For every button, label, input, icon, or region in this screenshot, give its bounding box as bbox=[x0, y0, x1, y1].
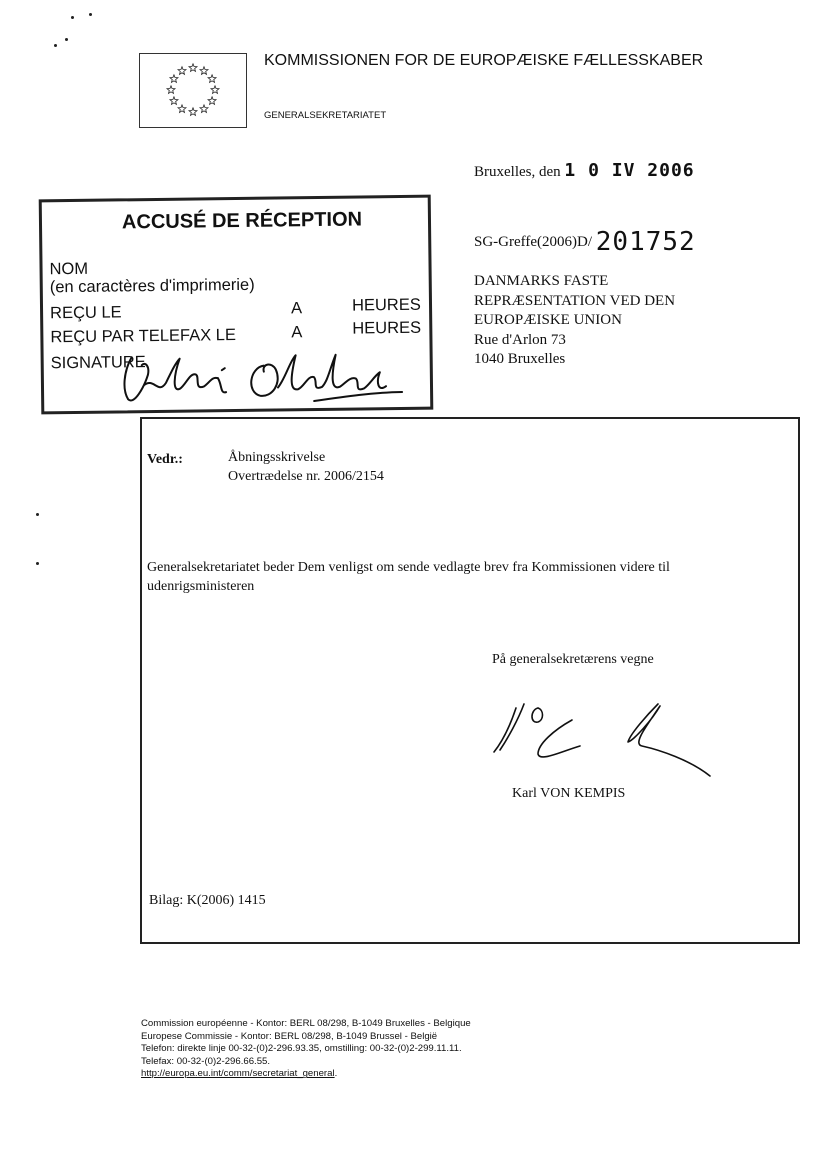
footer-link[interactable]: http://europa.eu.int/comm/secretariat_general bbox=[141, 1068, 335, 1080]
stamp-a-label: A bbox=[290, 299, 303, 318]
eu-star-icon bbox=[200, 105, 208, 113]
eu-star-icon bbox=[189, 108, 197, 116]
date-stamp: 1 0 IV 2006 bbox=[564, 160, 695, 181]
scan-speck bbox=[71, 16, 74, 19]
address-line: REPRÆSENTATION VED DEN bbox=[474, 292, 676, 309]
footer-link-suffix: . bbox=[334, 1068, 338, 1080]
stamp-heures-label: HEURES bbox=[352, 318, 422, 338]
scan-speck bbox=[89, 13, 92, 16]
footer-line: Telefax: 00-32-(0)2-296.66.55. bbox=[141, 1055, 271, 1067]
date-line bbox=[474, 160, 695, 181]
subject-lines bbox=[228, 448, 384, 486]
address-line: 1040 Bruxelles bbox=[474, 351, 566, 367]
scan-speck bbox=[36, 562, 39, 565]
scan-speck bbox=[54, 44, 57, 47]
stamp-heures-label: HEURES bbox=[351, 295, 421, 315]
eu-star-icon bbox=[208, 75, 216, 83]
footer bbox=[141, 1018, 471, 1081]
on-behalf-text: På generalsekretærens vegne bbox=[492, 652, 654, 667]
stamp-telefax-label: REÇU PAR TELEFAX LE bbox=[50, 326, 237, 347]
stamp-nom-label: NOM bbox=[49, 259, 89, 279]
eu-star-icon bbox=[178, 105, 186, 113]
eu-star-icon bbox=[200, 67, 208, 75]
receipt-stamp-title: ACCUSÉ DE RÉCEPTION bbox=[121, 208, 363, 234]
eu-star-icon bbox=[170, 75, 178, 83]
reference-number: 201752 bbox=[595, 227, 696, 257]
eu-star-icon bbox=[189, 64, 197, 72]
address-line: DANMARKS FASTE bbox=[474, 273, 609, 289]
date-prefix: Bruxelles, den bbox=[474, 164, 561, 180]
subject-label: Vedr.: bbox=[147, 452, 183, 467]
eu-star-icon bbox=[170, 97, 178, 105]
recipient-address bbox=[474, 272, 675, 370]
eu-star-icon bbox=[178, 67, 186, 75]
address-line: EUROPÆISKE UNION bbox=[474, 312, 622, 328]
reference-line bbox=[474, 227, 696, 257]
eu-star-icon bbox=[167, 86, 175, 94]
organization-name: KOMMISSIONEN FOR DE EUROPÆISKE FÆLLESSKABER bbox=[264, 52, 704, 69]
letter-body-text: Generalsekretariatet beder Dem venligst om sende vedlagte brev fra Kommissionen videre til udenrigsministeren bbox=[147, 560, 670, 594]
stamp-signature-label: SIGNATURE bbox=[50, 353, 146, 373]
department-name: GENERALSEKRETARIATET bbox=[264, 110, 387, 121]
subject-line: Overtrædelse nr. 2006/2154 bbox=[228, 469, 384, 484]
reference-prefix: SG-Greffe(2006)D/ bbox=[474, 234, 593, 250]
enclosure-reference: Bilag: K(2006) 1415 bbox=[149, 893, 266, 908]
footer-line: Commission européenne - Kontor: BERL 08/298, B-1049 Bruxelles - Belgique bbox=[141, 1018, 471, 1029]
stamp-a-label: A bbox=[291, 323, 303, 342]
receipt-stamp bbox=[39, 195, 434, 415]
subject-line: Åbningsskrivelse bbox=[228, 450, 326, 465]
handwritten-signature bbox=[480, 700, 720, 780]
eu-emblem-logo bbox=[139, 53, 247, 128]
eu-stars-icon bbox=[140, 54, 246, 127]
footer-line: Europese Commissie - Kontor: BERL 08/298, B-1049 Brussel - België bbox=[141, 1030, 438, 1042]
letter-body-frame bbox=[140, 417, 800, 944]
handwritten-signature-stamp bbox=[114, 346, 405, 408]
address-line: Rue d'Arlon 73 bbox=[474, 331, 566, 348]
footer-link-line bbox=[141, 1068, 471, 1081]
eu-star-icon bbox=[208, 97, 216, 105]
stamp-recu-le-label: REÇU LE bbox=[49, 303, 122, 323]
footer-line: Telefon: direkte linje 00-32-(0)2-296.93.35, omstilling: 00-32-(0)2-299.11.11. bbox=[141, 1043, 462, 1055]
eu-star-icon bbox=[211, 86, 219, 94]
signer-name: Karl VON KEMPIS bbox=[512, 786, 626, 801]
scan-speck bbox=[36, 513, 39, 516]
scan-speck bbox=[65, 38, 68, 41]
stamp-nom-note: (en caractères d'imprimerie) bbox=[49, 275, 255, 297]
